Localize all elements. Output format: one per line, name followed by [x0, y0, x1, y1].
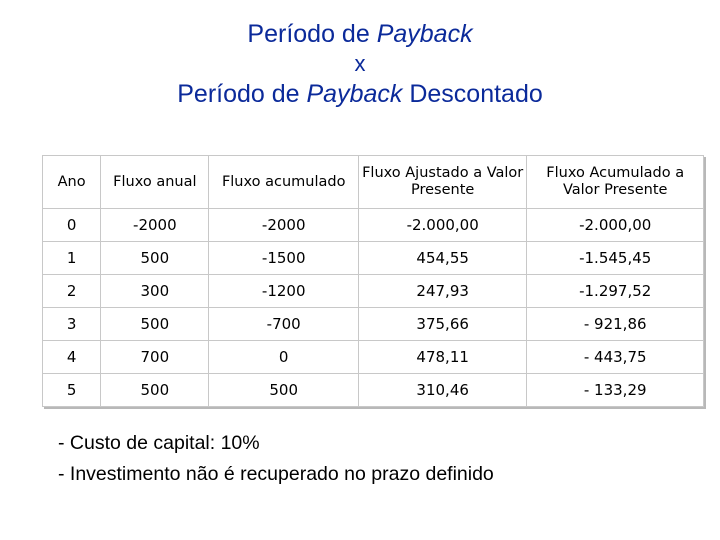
table-cell: - 133,29: [527, 374, 704, 407]
table-cell: 300: [101, 275, 209, 308]
table-cell: 500: [101, 308, 209, 341]
title-line-3: [0, 78, 720, 110]
table-cell: -1200: [209, 275, 358, 308]
title-line-1-prefix: Período de: [247, 20, 377, 48]
header-ano: Ano: [43, 156, 101, 209]
note-investment: - Investimento não é recuperado no prazo definido: [58, 463, 494, 485]
table-cell: -2.000,00: [358, 209, 527, 242]
table-cell: 3: [43, 308, 101, 341]
table-cell: 247,93: [358, 275, 527, 308]
table-cell: 500: [209, 374, 358, 407]
table-cell: 5: [43, 374, 101, 407]
table-header-row: [43, 156, 704, 209]
table-cell: - 443,75: [527, 341, 704, 374]
table-cell: -1.545,45: [527, 242, 704, 275]
table-cell: 700: [101, 341, 209, 374]
table-row: [43, 308, 704, 341]
title-line-3-suffix: Descontado: [402, 80, 543, 108]
table-cell: -1.297,52: [527, 275, 704, 308]
title-line-1: [0, 18, 720, 50]
table-cell: 2: [43, 275, 101, 308]
header-fluxo-anual: Fluxo anual: [101, 156, 209, 209]
table-cell: 500: [101, 242, 209, 275]
table-cell: -700: [209, 308, 358, 341]
table-row: [43, 341, 704, 374]
table-cell: 1: [43, 242, 101, 275]
table-cell: 0: [43, 209, 101, 242]
header-fluxo-ajustado-vp: Fluxo Ajustado a Valor Presente: [358, 156, 527, 209]
header-fluxo-acumulado-vp: Fluxo Acumulado a Valor Presente: [527, 156, 704, 209]
title-line-1-italic: Payback: [376, 20, 473, 48]
payback-table: [42, 155, 704, 407]
table-row: [43, 275, 704, 308]
note-capital-cost: - Custo de capital: 10%: [58, 432, 260, 454]
table-row: [43, 374, 704, 407]
slide-title: [0, 18, 720, 110]
table-cell: 310,46: [358, 374, 527, 407]
table-cell: 500: [101, 374, 209, 407]
title-line-3-italic: Payback: [306, 80, 403, 108]
table-cell: - 921,86: [527, 308, 704, 341]
table-cell: 0: [209, 341, 358, 374]
table-cell: 375,66: [358, 308, 527, 341]
table-cell: 478,11: [358, 341, 527, 374]
table-cell: -2.000,00: [527, 209, 704, 242]
table-row: [43, 242, 704, 275]
notes-block: [58, 428, 494, 490]
table-cell: -2000: [101, 209, 209, 242]
table-cell: 4: [43, 341, 101, 374]
header-fluxo-acumulado: Fluxo acumulado: [209, 156, 358, 209]
table-cell: -2000: [209, 209, 358, 242]
title-line-3-prefix: Período de: [177, 80, 307, 108]
table-cell: -1500: [209, 242, 358, 275]
table-row: [43, 209, 704, 242]
table-cell: 454,55: [358, 242, 527, 275]
title-line-2: x: [354, 51, 366, 76]
